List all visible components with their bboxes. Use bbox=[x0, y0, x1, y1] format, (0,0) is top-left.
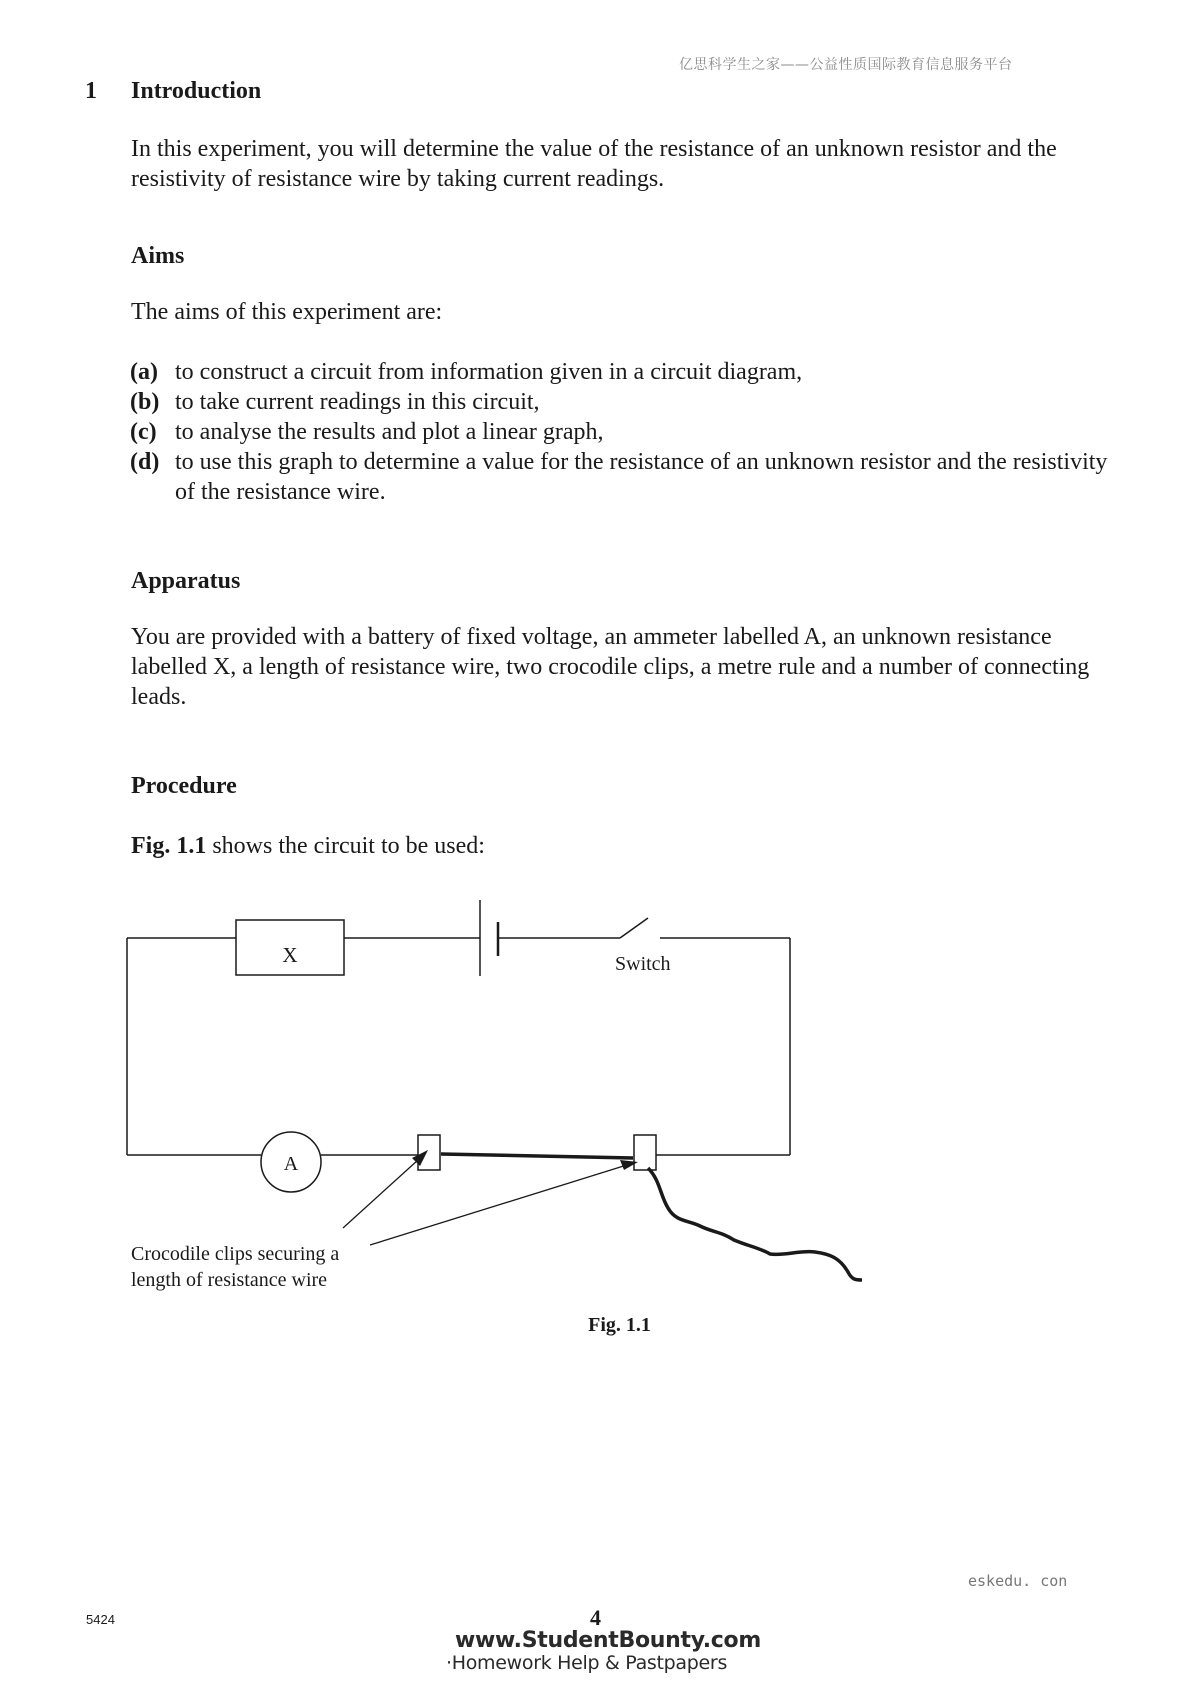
switch-label: Switch bbox=[615, 953, 671, 975]
footer-brand-line2: ·Homework Help & Pastpapers bbox=[446, 1652, 728, 1674]
resistance-wire bbox=[441, 1154, 633, 1158]
ammeter-circle bbox=[261, 1132, 321, 1192]
clip-note-line2: length of resistance wire bbox=[131, 1269, 328, 1291]
fig-intro-text: shows the circuit to be used: bbox=[206, 833, 485, 859]
fig-reference: Fig. 1.1 bbox=[131, 833, 207, 859]
aim-label: (d) bbox=[130, 449, 160, 475]
resistor-label: X bbox=[282, 943, 298, 967]
fig-intro bbox=[131, 831, 485, 861]
aims-heading: Aims bbox=[131, 243, 185, 269]
intro-paragraph: In this experiment, you will determine the value of the resistance of an unknown resistor and the resistivity of resistance wire by taking current readings. bbox=[131, 136, 1057, 192]
footer-brand-line1: www.StudentBounty.com bbox=[455, 1628, 761, 1653]
section-title-introduction: Introduction bbox=[131, 78, 262, 104]
page-number: 4 bbox=[590, 1605, 601, 1630]
crocodile-clip-right bbox=[634, 1135, 656, 1170]
aim-label: (c) bbox=[130, 419, 157, 445]
procedure-heading: Procedure bbox=[131, 773, 237, 799]
leader-line-right-clip bbox=[370, 1164, 630, 1245]
apparatus-paragraph: You are provided with a battery of fixed voltage, an ammeter labelled A, an unknown resistance labelled X, a length of resistance wire, two crocodile clips, a metre rule and a number of connecting leads. bbox=[131, 624, 1090, 710]
resistor-x-box bbox=[236, 920, 344, 975]
figure-caption: Fig. 1.1 bbox=[588, 1314, 651, 1336]
question-number: 1 bbox=[85, 78, 97, 104]
switch-blade bbox=[620, 918, 648, 938]
footer-code: 5424 bbox=[86, 1612, 115, 1627]
clip-note-line1: Crocodile clips securing a bbox=[131, 1243, 340, 1265]
footer-site-mark: eskedu. con bbox=[968, 1572, 1068, 1590]
aim-label: (a) bbox=[130, 359, 158, 385]
arrowhead-right-clip bbox=[620, 1160, 638, 1170]
apparatus-heading: Apparatus bbox=[131, 568, 241, 594]
aim-text: to analyse the results and plot a linear graph, bbox=[175, 419, 604, 445]
aim-text: to take current readings in this circuit, bbox=[175, 389, 540, 415]
leader-line-left-clip bbox=[343, 1160, 418, 1228]
header-watermark: 亿思科学生之家——公益性质国际教育信息服务平台 bbox=[679, 57, 1013, 73]
aim-text: to construct a circuit from information given in a circuit diagram, bbox=[175, 359, 803, 385]
aim-text: to use this graph to determine a value for the resistance of an unknown resistor and the resistivity of the resistance wire. bbox=[175, 449, 1108, 505]
arrowhead-left-clip bbox=[412, 1150, 428, 1166]
crocodile-clip-left bbox=[418, 1135, 440, 1170]
ammeter-label: A bbox=[283, 1153, 299, 1175]
resistance-wire-free-end bbox=[648, 1168, 862, 1280]
aim-label: (b) bbox=[130, 389, 160, 415]
aims-lead: The aims of this experiment are: bbox=[131, 299, 443, 325]
